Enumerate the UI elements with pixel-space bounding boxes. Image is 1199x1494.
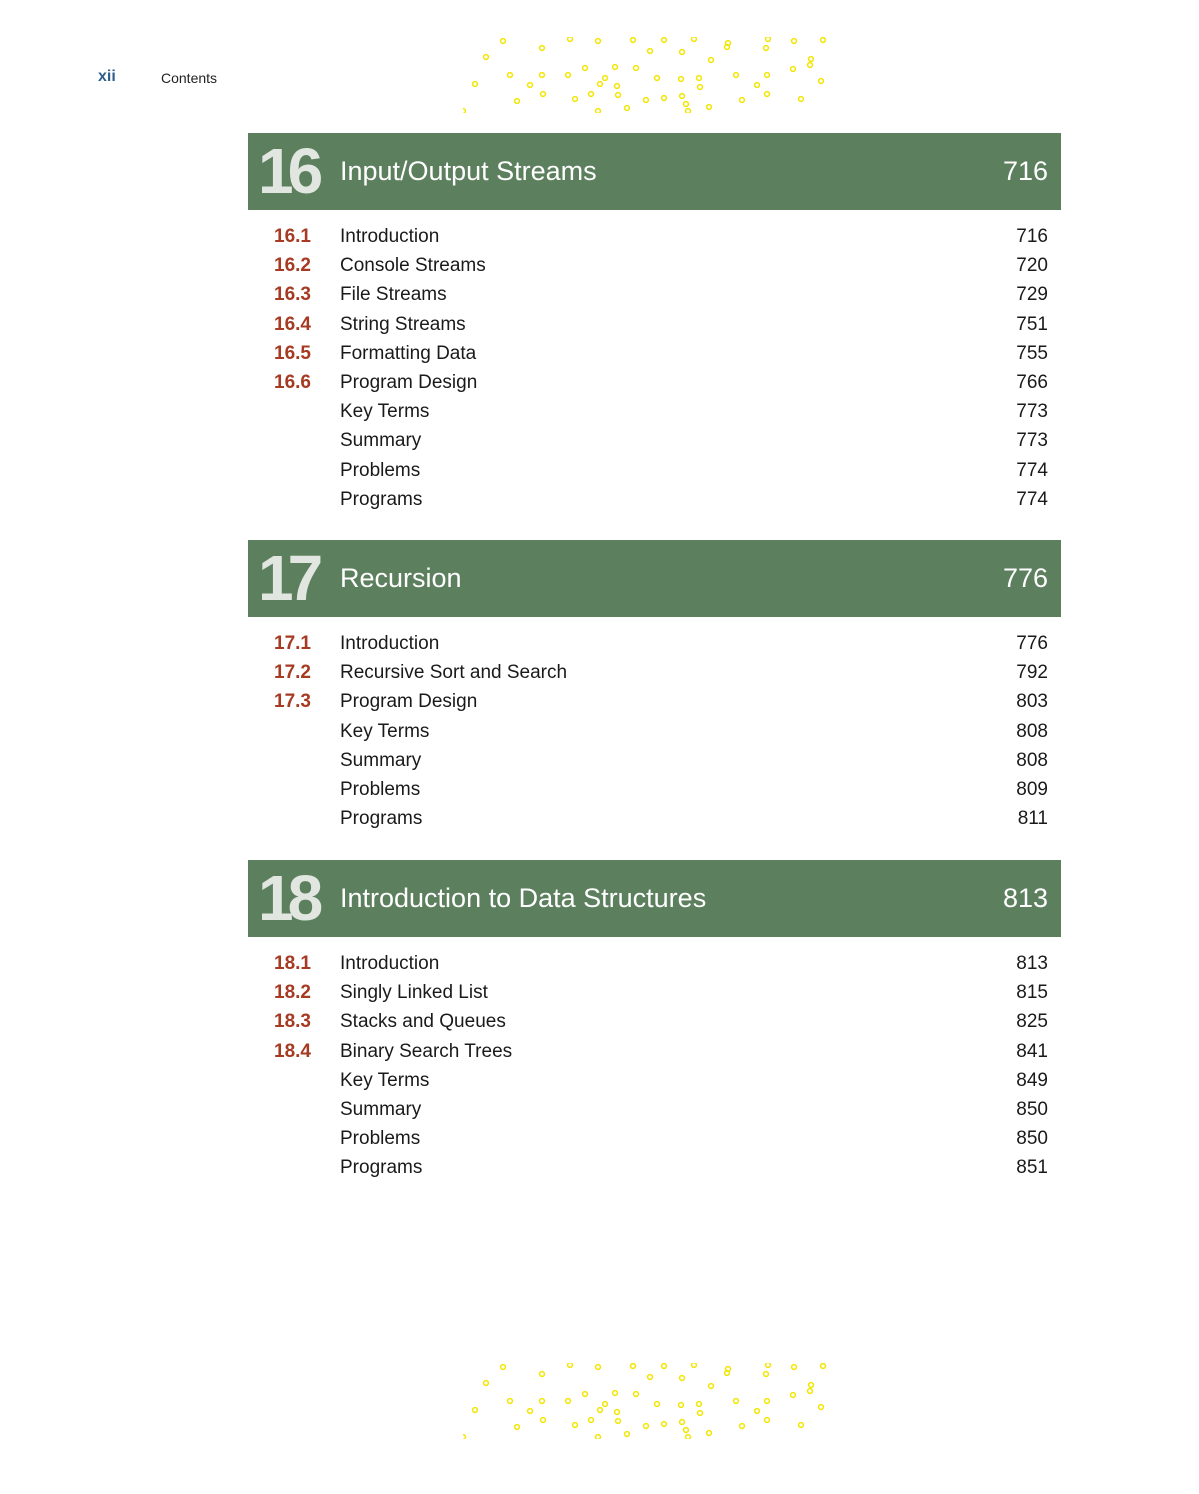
section-page-number: 755 [1016, 342, 1048, 364]
section-page-number: 808 [1016, 720, 1048, 742]
dot-icon [764, 46, 769, 51]
chapter-header [248, 860, 1061, 937]
chapter-number: 18 [258, 862, 318, 934]
section-page-number: 813 [1016, 953, 1048, 974]
dot-icon [821, 38, 826, 43]
section-title: File Streams [340, 284, 447, 306]
section-title: Introduction [340, 226, 440, 247]
dot-icon [686, 109, 691, 113]
dot-icon [725, 45, 730, 50]
dot-icon [615, 84, 620, 89]
dot-icon [709, 58, 714, 63]
dots-pattern-icon [463, 1363, 827, 1439]
dot-icon [808, 1389, 813, 1394]
section-number: 18.2 [274, 982, 311, 1004]
chapter-entries [248, 224, 1061, 516]
chapter-17 [248, 540, 1061, 835]
section-title: Programs [340, 488, 423, 510]
toc-entry[interactable] [248, 253, 1061, 282]
dot-icon [792, 1365, 797, 1370]
dot-icon [631, 1364, 636, 1369]
section-page-number: 809 [1016, 778, 1048, 800]
section-title: Key Terms [340, 1069, 430, 1091]
section-page-number: 716 [1016, 226, 1048, 247]
toc-entry[interactable] [248, 660, 1061, 689]
section-title: Problems [340, 459, 421, 481]
section-number: 17.3 [274, 691, 311, 713]
section-title: Problems [340, 778, 421, 800]
dot-icon [484, 1381, 489, 1386]
dot-icon [596, 39, 601, 44]
dot-icon [692, 1363, 697, 1367]
dot-icon [707, 105, 712, 110]
section-title: Console Streams [340, 255, 486, 277]
dot-icon [809, 57, 814, 62]
dot-icon [755, 83, 760, 88]
dot-icon [799, 97, 804, 102]
section-page-number: 774 [1016, 459, 1048, 481]
dot-icon [766, 37, 771, 41]
dot-icon [740, 98, 745, 103]
section-title: Key Terms [340, 720, 430, 742]
dot-icon [631, 38, 636, 43]
section-page-number: 841 [1016, 1040, 1048, 1062]
dot-icon [589, 92, 594, 97]
dot-icon [662, 38, 667, 43]
dot-icon [515, 1425, 520, 1430]
section-page-number: 803 [1016, 691, 1048, 713]
dot-icon [791, 1393, 796, 1398]
dot-icon [568, 37, 573, 41]
section-page-number: 773 [1016, 430, 1048, 452]
section-number: 16.2 [274, 255, 311, 277]
dot-icon [583, 66, 588, 71]
dot-icon [655, 1402, 660, 1407]
dot-icon [755, 1409, 760, 1414]
chapter-page-number: 813 [1002, 883, 1048, 913]
dot-icon [662, 1364, 667, 1369]
section-page-number: 792 [1016, 662, 1048, 684]
dot-icon [684, 1428, 689, 1433]
dot-icon [589, 1418, 594, 1423]
toc-entry[interactable] [248, 399, 1061, 428]
section-number: 18.1 [274, 953, 311, 974]
toc-entry[interactable] [248, 224, 1061, 253]
dot-icon [508, 1399, 513, 1404]
toc-entry[interactable] [248, 1155, 1061, 1184]
toc-entry[interactable] [248, 1097, 1061, 1126]
section-number: 16.5 [274, 342, 311, 364]
dot-icon [707, 1431, 712, 1436]
section-title: Introduction [340, 953, 440, 974]
dot-icon [463, 109, 465, 113]
section-number: 16.3 [274, 284, 311, 306]
dot-icon [613, 65, 618, 70]
dot-icon [598, 1408, 603, 1413]
dot-icon [644, 98, 649, 103]
section-page-number: 825 [1016, 1011, 1048, 1033]
toc-entry[interactable] [248, 428, 1061, 457]
dot-icon [596, 109, 601, 113]
dot-icon [697, 76, 702, 81]
section-number: 18.4 [274, 1040, 311, 1062]
dot-icon [473, 1408, 478, 1413]
section-page-number: 811 [1017, 808, 1048, 830]
dot-icon [725, 1371, 730, 1376]
dot-icon [734, 73, 739, 78]
dot-icon [596, 1365, 601, 1370]
toc-entry[interactable] [248, 748, 1061, 777]
dot-icon [615, 1410, 620, 1415]
toc-entry[interactable] [248, 341, 1061, 370]
section-title: Program Design [340, 691, 478, 713]
dot-icon [692, 37, 697, 41]
dot-icon [766, 1363, 771, 1367]
decorative-dots-top [463, 37, 827, 113]
dot-icon [680, 1420, 685, 1425]
dot-icon [821, 1364, 826, 1369]
dot-icon [515, 99, 520, 104]
toc-entry[interactable] [248, 689, 1061, 718]
dot-icon [613, 1391, 618, 1396]
section-page-number: 720 [1016, 255, 1048, 277]
running-head-label: Contents [161, 70, 218, 86]
dot-icon [540, 73, 545, 78]
dot-icon [648, 1375, 653, 1380]
dot-icon [697, 1402, 702, 1407]
dot-icon [809, 1383, 814, 1388]
dot-icon [740, 1424, 745, 1429]
dot-icon [540, 46, 545, 51]
chapter-16 [248, 133, 1061, 516]
dot-icon [616, 93, 621, 98]
toc-entry[interactable] [248, 980, 1061, 1009]
section-number: 18.3 [274, 1011, 311, 1033]
dot-icon [540, 1372, 545, 1377]
dot-icon [598, 82, 603, 87]
dot-icon [698, 1411, 703, 1416]
chapter-page-number: 776 [1002, 563, 1048, 593]
toc-entry[interactable] [248, 1039, 1061, 1068]
dot-icon [566, 1399, 571, 1404]
dot-icon [596, 1435, 601, 1439]
toc-entry[interactable] [248, 777, 1061, 806]
dot-icon [686, 1435, 691, 1439]
dot-icon [765, 1399, 770, 1404]
dot-icon [603, 1402, 608, 1407]
dot-icon [819, 1405, 824, 1410]
dot-icon [684, 102, 689, 107]
dot-icon [541, 1418, 546, 1423]
dot-icon [528, 1409, 533, 1414]
toc-entry[interactable] [248, 487, 1061, 516]
section-title: Key Terms [340, 401, 430, 423]
dot-icon [680, 50, 685, 55]
dot-icon [679, 77, 684, 82]
section-title: Stacks and Queues [340, 1011, 506, 1033]
dot-icon [709, 1384, 714, 1389]
dot-icon [634, 66, 639, 71]
dot-icon [680, 94, 685, 99]
section-title: Problems [340, 1128, 421, 1150]
dot-icon [473, 82, 478, 87]
dot-icon [508, 73, 513, 78]
dot-icon [662, 1422, 667, 1427]
section-number: 16.6 [274, 371, 311, 393]
decorative-dots-bottom [463, 1363, 827, 1439]
toc-entry[interactable] [248, 631, 1061, 660]
section-title: Program Design [340, 371, 478, 393]
toc-entry[interactable] [248, 282, 1061, 311]
dot-icon [625, 106, 630, 111]
section-page-number: 815 [1016, 982, 1048, 1004]
section-title: Programs [340, 1157, 423, 1179]
section-title: Summary [340, 749, 422, 771]
section-title: Binary Search Trees [340, 1040, 513, 1062]
chapter-page-number: 716 [1002, 156, 1048, 186]
section-page-number: 729 [1016, 284, 1048, 306]
chapter-header [248, 133, 1061, 210]
section-page-number: 850 [1016, 1098, 1048, 1120]
dot-icon [764, 1372, 769, 1377]
section-page-number: 850 [1016, 1128, 1048, 1150]
dot-icon [765, 1418, 770, 1423]
dot-icon [541, 92, 546, 97]
dot-icon [655, 76, 660, 81]
dot-icon [528, 83, 533, 88]
dot-icon [501, 39, 506, 44]
chapter-title[interactable]: Introduction to Data Structures [340, 883, 707, 913]
toc-entry[interactable] [248, 312, 1061, 341]
section-page-number: 851 [1016, 1157, 1048, 1179]
dot-icon [573, 97, 578, 102]
dot-icon [792, 39, 797, 44]
section-number: 16.1 [274, 226, 311, 247]
dot-icon [662, 96, 667, 101]
section-title: Introduction [340, 633, 440, 654]
section-title: Summary [340, 430, 422, 452]
dot-icon [634, 1392, 639, 1397]
dot-icon [765, 73, 770, 78]
section-title: Summary [340, 1098, 422, 1120]
toc-entry[interactable] [248, 1068, 1061, 1097]
page-number: xii [98, 68, 116, 85]
toc-entry[interactable] [248, 951, 1061, 980]
dot-icon [734, 1399, 739, 1404]
section-page-number: 773 [1016, 401, 1048, 423]
section-page-number: 808 [1016, 749, 1048, 771]
dot-icon [484, 55, 489, 60]
toc-entry[interactable] [248, 370, 1061, 399]
dot-icon [463, 1435, 465, 1439]
dot-icon [819, 79, 824, 84]
toc-entry[interactable] [248, 458, 1061, 487]
chapter-number: 16 [258, 135, 318, 207]
section-title: Programs [340, 808, 423, 830]
chapter-entries [248, 631, 1061, 835]
section-page-number: 776 [1016, 633, 1048, 654]
chapter-title[interactable]: Input/Output Streams [340, 156, 597, 186]
section-page-number: 766 [1016, 371, 1048, 393]
dot-icon [698, 85, 703, 90]
section-page-number: 774 [1016, 488, 1048, 510]
dot-icon [648, 49, 653, 54]
dot-icon [791, 67, 796, 72]
chapter-title[interactable]: Recursion [340, 563, 462, 593]
section-number: 16.4 [274, 313, 311, 335]
toc-entry[interactable] [248, 1126, 1061, 1155]
chapter-header [248, 540, 1061, 617]
section-title: String Streams [340, 313, 466, 335]
section-title: Recursive Sort and Search [340, 662, 568, 684]
dot-icon [540, 1399, 545, 1404]
section-page-number: 849 [1016, 1069, 1048, 1091]
dot-icon [501, 1365, 506, 1370]
dot-icon [644, 1424, 649, 1429]
chapter-entries [248, 951, 1061, 1185]
section-title: Singly Linked List [340, 982, 488, 1004]
dot-icon [603, 76, 608, 81]
dot-icon [679, 1403, 684, 1408]
toc-entry[interactable] [248, 1009, 1061, 1038]
toc-entry[interactable] [248, 719, 1061, 748]
section-title: Formatting Data [340, 342, 477, 364]
chapter-18 [248, 860, 1061, 1185]
toc-entry[interactable] [248, 806, 1061, 835]
section-number: 17.2 [274, 662, 311, 684]
dot-icon [583, 1392, 588, 1397]
dot-icon [765, 92, 770, 97]
dot-icon [566, 73, 571, 78]
dot-icon [616, 1419, 621, 1424]
dot-icon [573, 1423, 578, 1428]
dot-icon [808, 63, 813, 68]
dot-icon [625, 1432, 630, 1437]
dots-pattern-icon [463, 37, 827, 113]
dot-icon [799, 1423, 804, 1428]
dot-icon [680, 1376, 685, 1381]
dot-icon [568, 1363, 573, 1367]
section-number: 17.1 [274, 633, 311, 654]
chapter-number: 17 [258, 542, 318, 614]
section-page-number: 751 [1016, 313, 1048, 335]
